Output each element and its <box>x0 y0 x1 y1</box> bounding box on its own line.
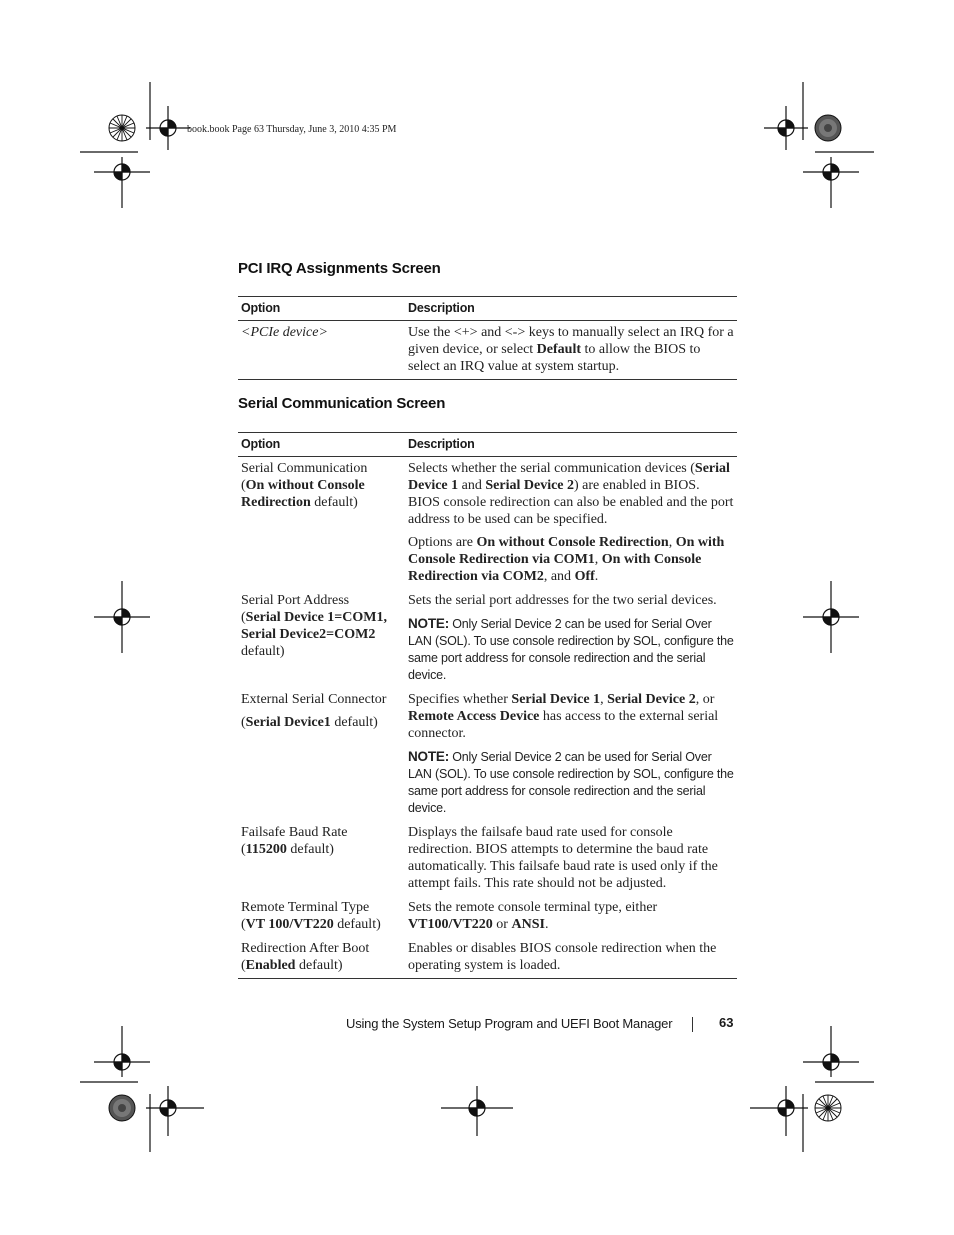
note-label: NOTE: <box>408 749 449 764</box>
description-paragraph: Sets the serial port addresses for the two serial devices. <box>408 593 717 608</box>
table-row <box>238 589 737 688</box>
note: NOTE: Only Serial Device 2 can be used for Serial Over LAN (SOL). To use console redirection by SOL, configure the same port address for console redirection and the serial device. <box>408 616 734 682</box>
col-description-header: Description <box>405 297 737 321</box>
col-option-header: Option <box>238 433 405 457</box>
option-cell <box>238 321 405 380</box>
pci-section-title: PCI IRQ Assignments Screen <box>238 260 441 277</box>
table-header-row <box>238 433 737 457</box>
col-option-header: Option <box>238 297 405 321</box>
table-row <box>238 821 737 896</box>
table-header-row <box>238 297 737 321</box>
table-row <box>238 457 737 590</box>
col-description-header: Description <box>405 433 737 457</box>
option-cell: Serial Port Address (Serial Device 1=COM1, Serial Device2=COM2 default) <box>241 593 387 659</box>
option-cell: Serial Communication (On without Console Redirection default) <box>241 461 368 510</box>
description-cell <box>405 457 737 590</box>
option-name: <PCIe device> <box>241 325 328 340</box>
note-label: NOTE: <box>408 616 449 631</box>
table-row <box>238 937 737 979</box>
description-cell <box>405 937 737 979</box>
option-cell: External Serial Connector (Serial Device1 default) <box>241 692 387 730</box>
pci-options-table <box>238 296 737 380</box>
page-number: 63 <box>719 1015 734 1030</box>
table-row <box>238 688 737 821</box>
description-paragraph: Sets the remote console terminal type, either VT100/VT220 or ANSI. <box>408 900 658 932</box>
option-cell: Remote Terminal Type (VT 100/VT220 default) <box>241 900 381 932</box>
serial-options-table <box>238 432 737 979</box>
description-cell <box>405 896 737 937</box>
table-row <box>238 896 737 937</box>
description-paragraph: Enables or disables BIOS console redirection when the operating system is loaded. <box>408 941 717 973</box>
print-slug: book.book Page 63 Thursday, June 3, 2010 4:35 PM <box>187 124 397 135</box>
option-cell: Redirection After Boot (Enabled default) <box>238 937 405 979</box>
description-paragraph: Specifies whether Serial Device 1, Serial Device 2, or Remote Access Device has access to the external serial connector. <box>408 692 719 741</box>
description-paragraph: Selects whether the serial communication devices (Serial Device 1 and Serial Device 2) are enabled in BIOS. BIOS console redirection can also be enabled and the port address to be used can be specified. <box>408 461 734 527</box>
serial-section-title: Serial Communication Screen <box>238 395 446 412</box>
description-cell <box>405 589 737 688</box>
note: NOTE: Only Serial Device 2 can be used for Serial Over LAN (SOL). To use console redirection by SOL, configure the same port address for console redirection and the serial device. <box>408 749 734 815</box>
description-cell: Use the <+> and <-> keys to manually select an IRQ for a given device, or select Default to allow the BIOS to select an IRQ value at system startup. <box>405 321 737 380</box>
description-cell <box>405 821 737 896</box>
description-paragraph: Options are On without Console Redirection, On with Console Redirection via COM1, On with Console Redirection via COM2, and Off. <box>408 535 725 584</box>
option-cell: Failsafe Baud Rate (115200 default) <box>241 825 348 857</box>
description-cell <box>405 688 737 821</box>
footer-divider <box>692 1017 693 1032</box>
footer-chapter-title: Using the System Setup Program and UEFI Boot Manager <box>346 1016 673 1031</box>
description-paragraph: Displays the failsafe baud rate used for console redirection. BIOS attempts to determine the baud rate automatically. This failsafe baud rate is used only if the attempt fails. This rate should not be adjusted. <box>408 825 718 891</box>
table-row <box>238 321 737 380</box>
